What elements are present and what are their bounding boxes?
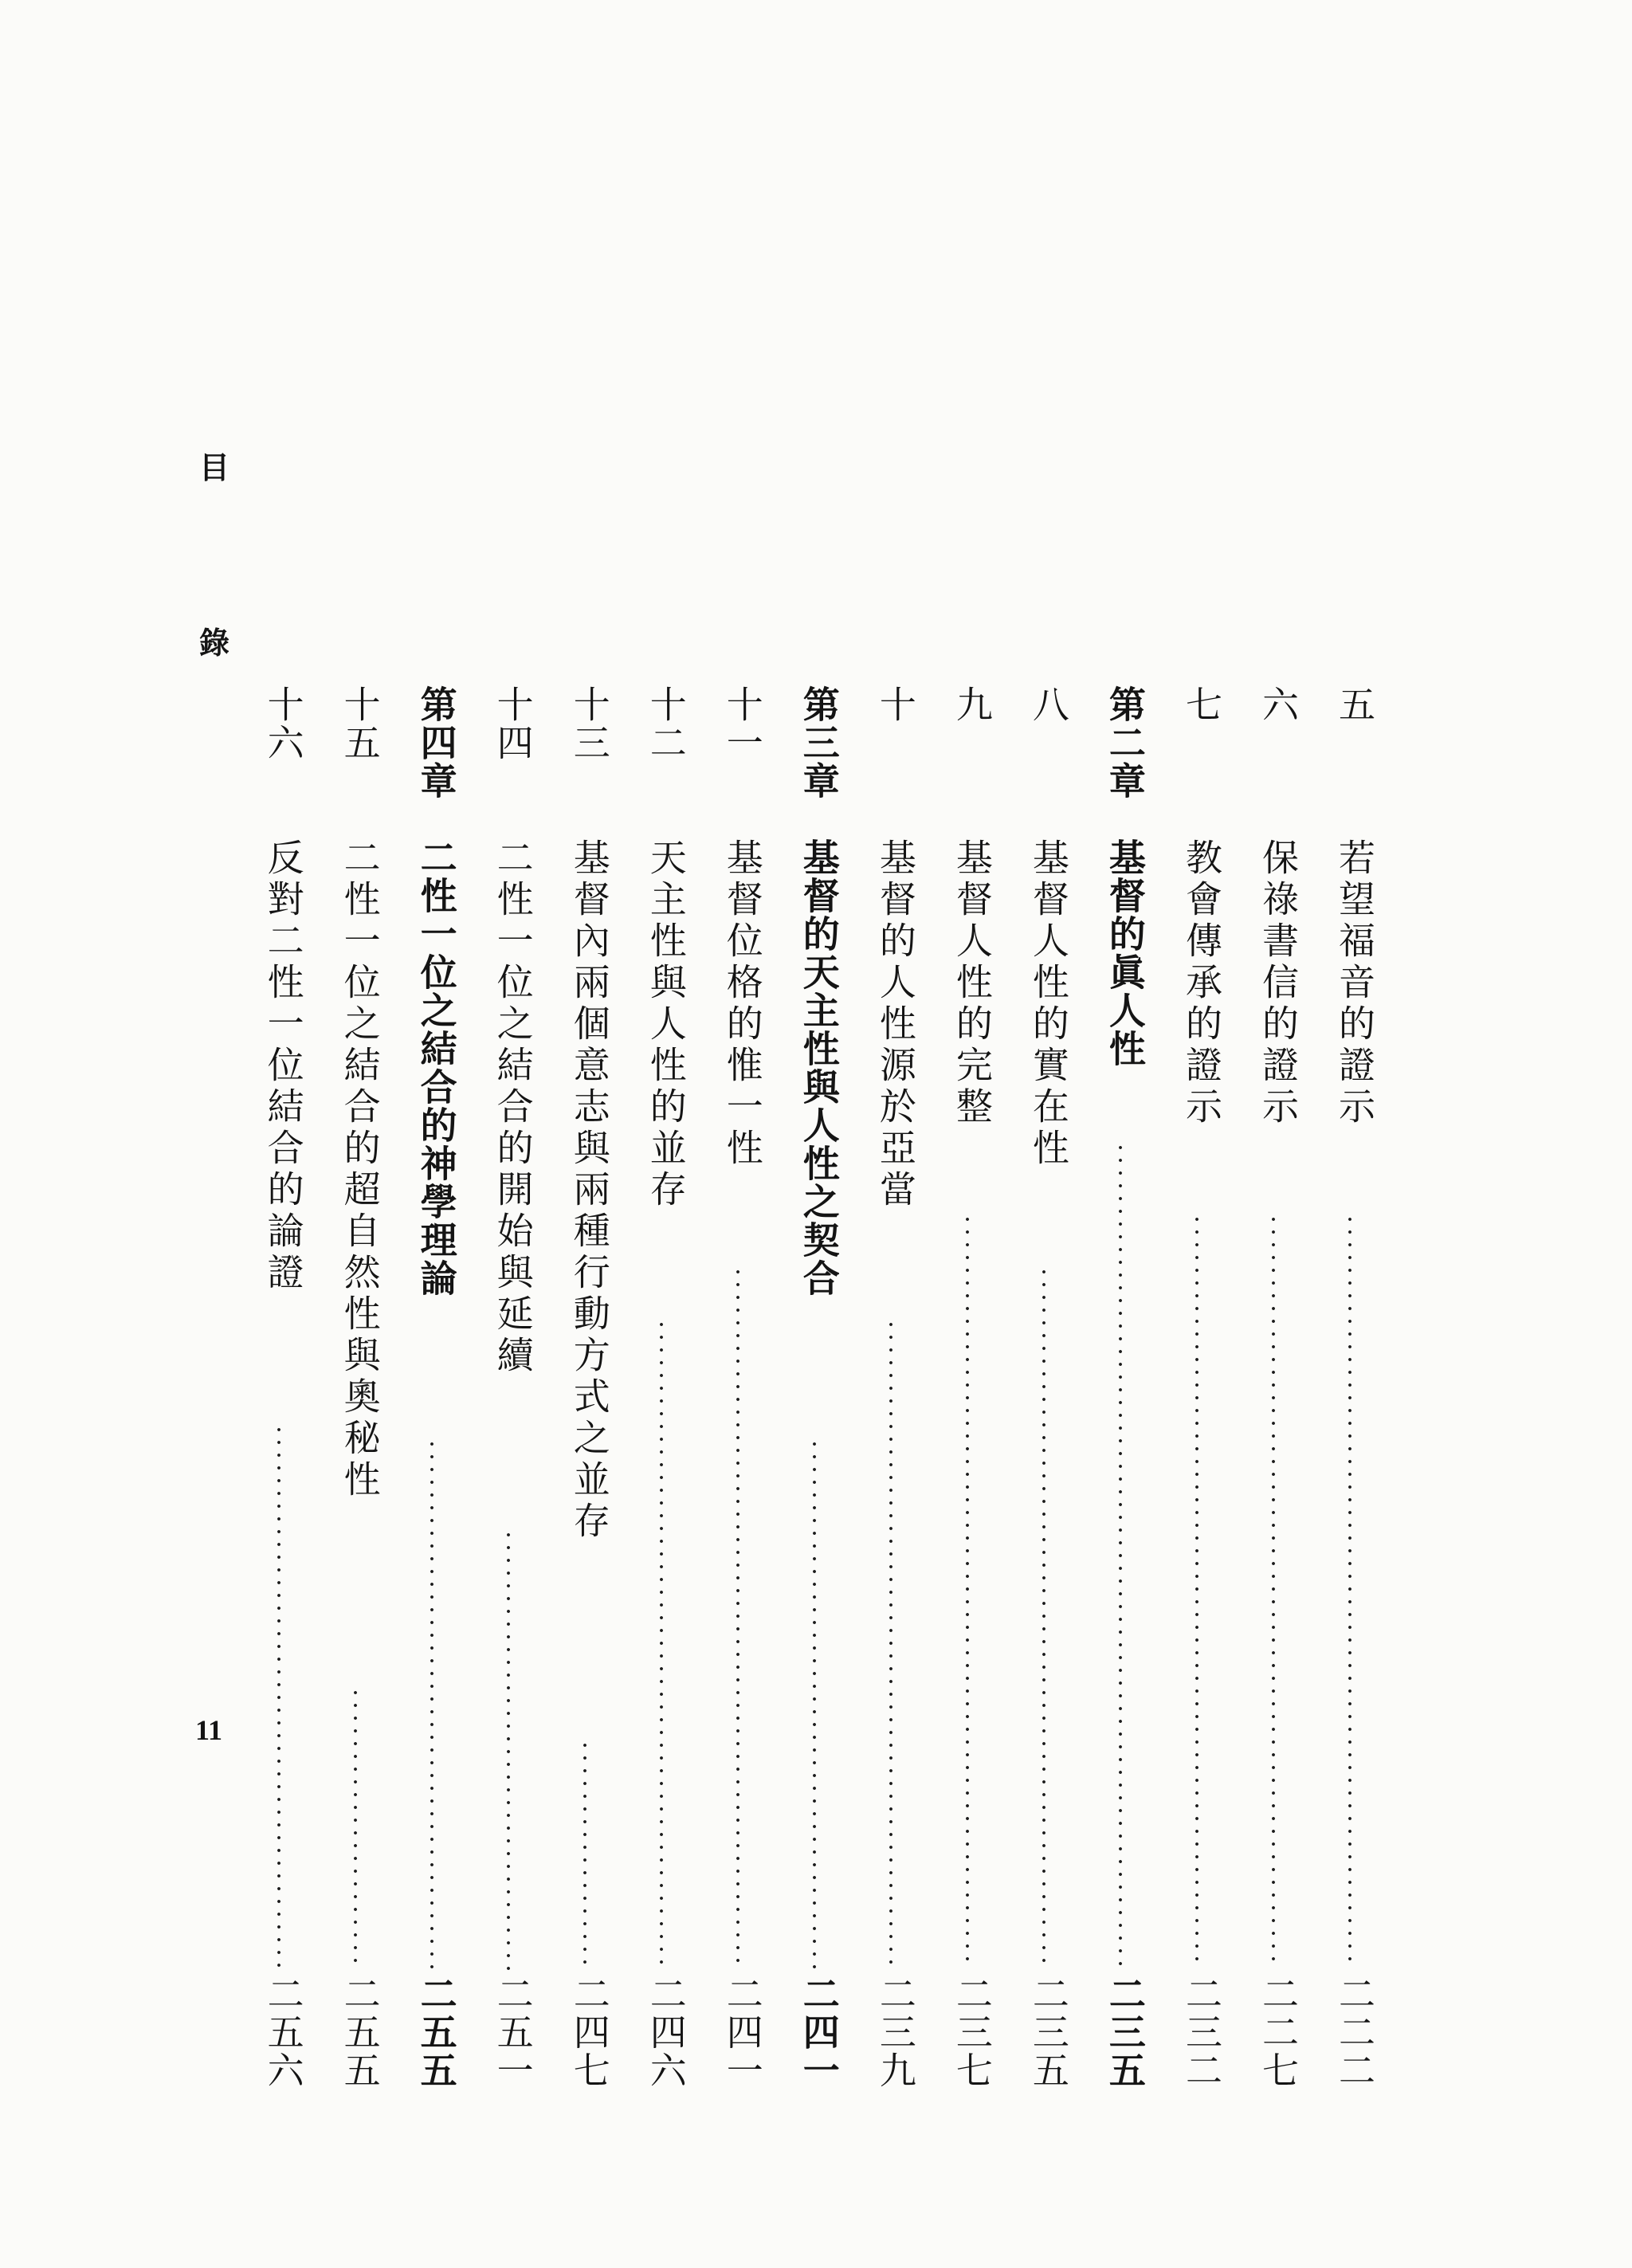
toc-chapter-heading	[1101, 685, 1149, 2104]
toc-entry	[948, 685, 996, 2104]
section-number: 七	[1179, 685, 1223, 724]
section-number: 十一	[720, 685, 764, 762]
section-number: 十五	[338, 685, 382, 762]
section-number: 六	[1256, 685, 1300, 724]
section-title: 基督內兩個意志與兩種行動方式之並存	[567, 838, 611, 1543]
section-title: 教會傳承的證示	[1179, 838, 1223, 1128]
toc-entry	[489, 685, 537, 2104]
dot-leader	[889, 1318, 892, 1970]
section-title: 基督人性的完整	[950, 838, 994, 1128]
toc-entry	[1254, 685, 1302, 2104]
section-title: 保祿書信的證示	[1256, 838, 1300, 1128]
chapter-number: 第四章	[414, 685, 458, 800]
section-number: 九	[950, 685, 994, 724]
section-number: 十二	[644, 685, 688, 762]
page-reference: 二五五	[414, 1975, 458, 2089]
dot-leader	[430, 1438, 434, 1970]
page-reference: 二二二	[1333, 1975, 1376, 2089]
section-number: 十三	[567, 685, 611, 762]
dot-leader	[966, 1213, 969, 1970]
toc-entry	[336, 685, 384, 2104]
dot-leader	[1348, 1213, 1352, 1970]
running-title-char-1: 目	[199, 449, 230, 485]
page-reference: 二四六	[644, 1975, 688, 2089]
toc-entry	[260, 685, 308, 2104]
section-title: 基督位格的惟一性	[720, 838, 764, 1170]
section-number: 五	[1333, 685, 1376, 724]
section-number: 八	[1026, 685, 1070, 724]
page-reference: 二五一	[491, 1975, 535, 2089]
page-reference: 二四一	[720, 1975, 764, 2089]
section-title: 基督人性的實在性	[1026, 838, 1070, 1170]
page-reference: 二五五	[338, 1975, 382, 2089]
chapter-title: 基督的眞人性	[1103, 838, 1147, 1068]
chapter-title: 基督的天主性與人性之契合	[797, 838, 841, 1297]
dot-leader	[1195, 1213, 1198, 1970]
chapter-title: 二性一位之結合的神學理論	[414, 838, 458, 1297]
dot-leader	[354, 1686, 357, 1970]
dot-leader	[1119, 1141, 1122, 1970]
dot-leader	[1042, 1265, 1046, 1970]
dot-leader	[736, 1265, 740, 1970]
dot-leader	[813, 1438, 816, 1970]
toc-entry	[872, 685, 920, 2104]
section-title: 反對二性一位結合的論證	[261, 838, 305, 1294]
section-title: 二性一位之結合的開始與延續	[491, 838, 535, 1377]
section-title: 基督的人性源於亞當	[873, 838, 917, 1211]
toc-entry	[642, 685, 690, 2104]
page-reference: 二四七	[567, 1975, 611, 2089]
section-number: 十六	[261, 685, 305, 762]
table-of-contents	[261, 685, 1376, 2104]
toc-entry	[1331, 685, 1379, 2104]
dot-leader	[583, 1739, 586, 1970]
dot-leader	[660, 1318, 663, 1970]
page-reference: 二三九	[873, 1975, 917, 2089]
section-title: 天主性與人性的並存	[644, 838, 688, 1211]
running-title-char-2: 錄	[199, 625, 230, 661]
dot-leader	[1272, 1213, 1275, 1970]
toc-entry	[1025, 685, 1073, 2104]
page-number: 11	[195, 1714, 223, 1746]
section-number: 十四	[491, 685, 535, 762]
page-reference: 二三五	[1103, 1975, 1147, 2089]
toc-entry	[719, 685, 767, 2104]
section-title: 若望福音的證示	[1333, 838, 1376, 1128]
chapter-number: 第二章	[1103, 685, 1147, 800]
page-reference: 二四一	[797, 1975, 841, 2089]
toc-entry	[566, 685, 614, 2104]
page-reference: 二二七	[1256, 1975, 1300, 2089]
page-reference: 二三七	[950, 1975, 994, 2089]
toc-chapter-heading	[795, 685, 843, 2104]
toc-entry	[1178, 685, 1226, 2104]
dot-leader	[277, 1423, 280, 1970]
dot-leader	[507, 1528, 510, 1970]
chapter-number: 第三章	[797, 685, 841, 800]
page-reference: 二五六	[261, 1975, 305, 2089]
section-title: 二性一位之結合的超自然性與奧秘性	[338, 838, 382, 1501]
section-number: 十	[873, 685, 917, 724]
toc-chapter-heading	[413, 685, 461, 2104]
page-reference: 二三五	[1026, 1975, 1070, 2089]
page-reference: 二三二	[1179, 1975, 1223, 2089]
